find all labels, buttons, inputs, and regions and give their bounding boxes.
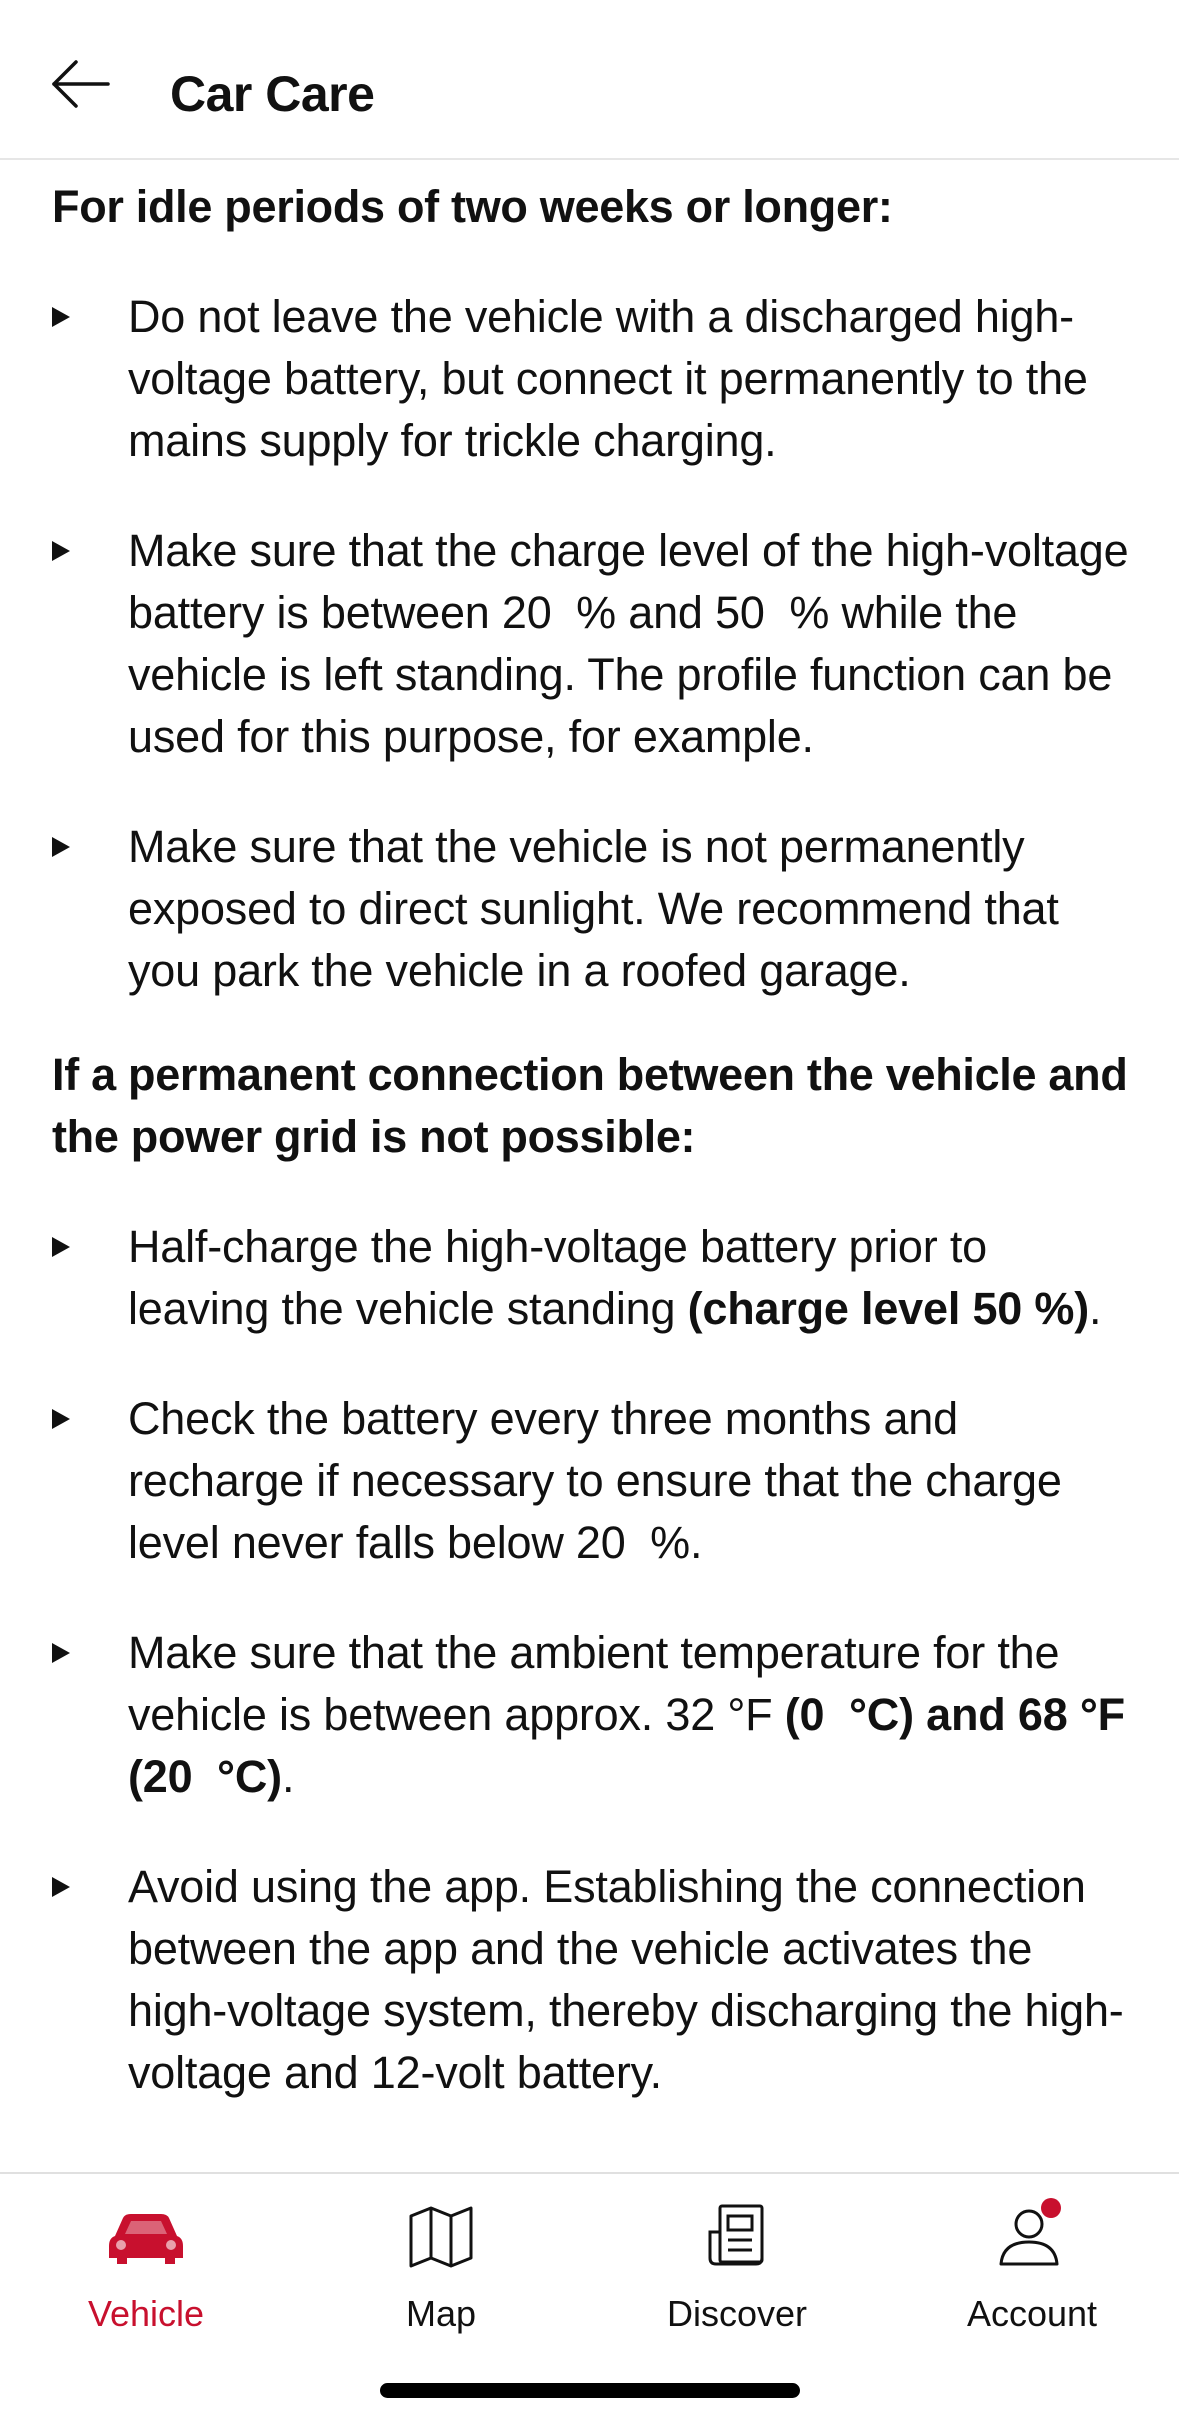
- car-icon: [101, 2192, 191, 2282]
- section-heading: If a permanent connection between the vehicle and the power grid is not possible:: [52, 1049, 1128, 1162]
- triangle-bullet-icon: [52, 541, 70, 561]
- list-item-text: .: [281, 1751, 295, 1802]
- bullet-list: [52, 286, 1132, 1002]
- list-item: [52, 520, 1132, 768]
- nav-label: Vehicle: [87, 2293, 205, 2334]
- app-header: [0, 0, 1179, 160]
- list-item: [52, 1622, 1132, 1808]
- page-title: Car Care: [170, 66, 375, 122]
- nav-label: Map: [405, 2293, 477, 2334]
- triangle-bullet-icon: [52, 1877, 70, 1897]
- back-button[interactable]: [48, 58, 114, 110]
- newspaper-icon: [692, 2192, 782, 2282]
- list-item: [52, 1388, 1132, 1574]
- list-item: [52, 1216, 1132, 1340]
- triangle-bullet-icon: [52, 1643, 70, 1663]
- nav-item-account[interactable]: [922, 2192, 1142, 2342]
- list-item: [52, 816, 1132, 1002]
- list-item-text-bold: (charge level 50 %): [687, 1283, 1089, 1334]
- list-item: [52, 1856, 1132, 2104]
- nav-item-vehicle[interactable]: [36, 2192, 256, 2342]
- list-item-text: Check the battery every three months and recharge if necessary to ensure that the charge level never falls below 20 %.: [128, 1393, 1062, 1568]
- triangle-bullet-icon: [52, 307, 70, 327]
- arrow-left-icon: [48, 58, 114, 110]
- nav-item-map[interactable]: [331, 2192, 551, 2342]
- nav-label: Account: [966, 2293, 1098, 2334]
- map-icon: [396, 2192, 486, 2282]
- car-care-content: [52, 170, 1132, 2104]
- bullet-list: [52, 1216, 1132, 2104]
- list-item-text: Do not leave the vehicle with a discharged high-voltage battery, but connect it permanently to the mains supply for trickle charging.: [128, 291, 1088, 466]
- nav-item-discover[interactable]: [627, 2192, 847, 2342]
- triangle-bullet-icon: [52, 837, 70, 857]
- nav-label: Discover: [666, 2293, 808, 2334]
- list-item-text: .: [1089, 1283, 1102, 1334]
- account-icon: [987, 2192, 1077, 2282]
- list-item-text-bold: (0 °C) and 68 °F (20 °C): [128, 1689, 1125, 1802]
- list-item-text: Make sure that the charge level of the high-voltage battery is between 20 % and 50 % while the vehicle is left standing. The profile function can be used for this purpose, for example.: [128, 525, 1129, 762]
- triangle-bullet-icon: [52, 1409, 70, 1429]
- list-item-text: Make sure that the ambient temperature for the vehicle is between approx. 32 °F: [128, 1627, 1060, 1740]
- list-item-text: Half-charge the high-voltage battery prior to leaving the vehicle standing: [128, 1221, 987, 1334]
- home-indicator[interactable]: [380, 2383, 800, 2398]
- notification-badge: [1041, 2198, 1061, 2218]
- list-item: [52, 286, 1132, 472]
- list-item-text: Avoid using the app. Establishing the connection between the app and the vehicle activates the high-voltage system, thereby discharging the high-voltage and 12-volt battery.: [128, 1861, 1124, 2098]
- triangle-bullet-icon: [52, 1237, 70, 1257]
- list-item-text: Make sure that the vehicle is not permanently exposed to direct sunlight. We recommend that you park the vehicle in a roofed garage.: [128, 821, 1059, 996]
- section-heading: For idle periods of two weeks or longer:: [52, 181, 893, 232]
